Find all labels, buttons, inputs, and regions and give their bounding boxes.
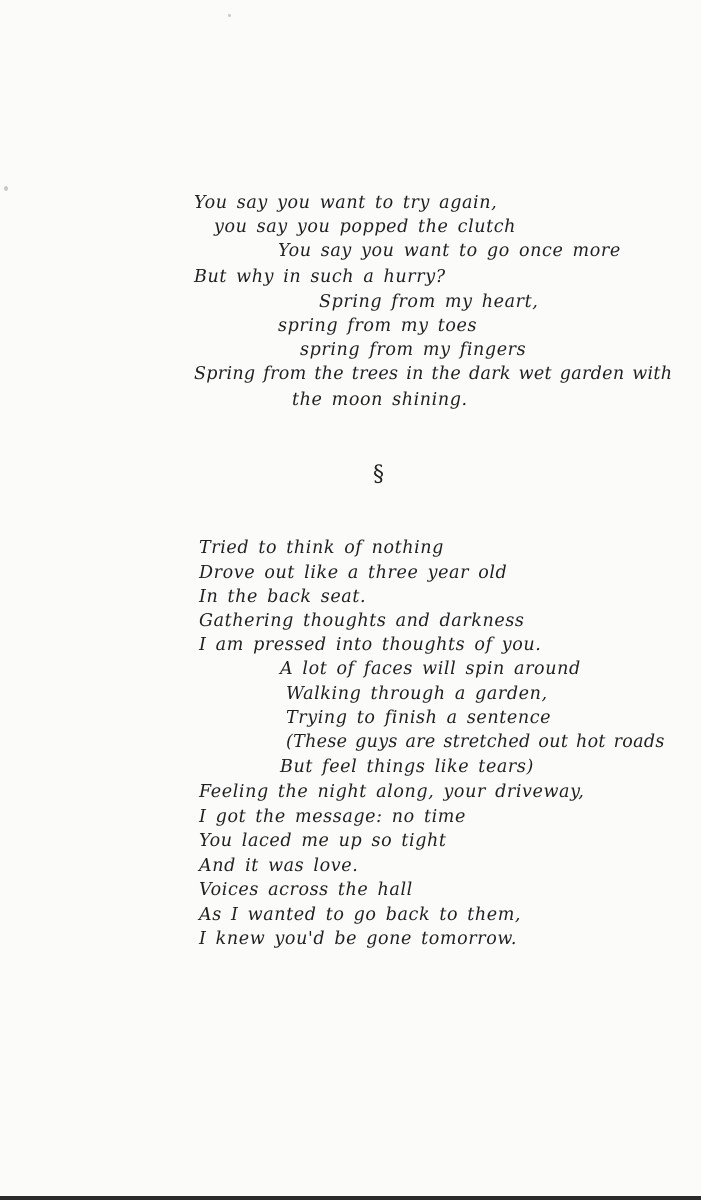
poem-2-line: I am pressed into thoughts of you.: [199, 635, 542, 655]
poem-2-line: I got the message: no time: [199, 807, 466, 827]
poem-2-line: And it was love.: [199, 856, 359, 876]
poem-1-line: you say you popped the clutch: [214, 217, 517, 237]
poem-2-line: But feel things like tears): [280, 757, 534, 777]
poem-2-line: In the back seat.: [199, 587, 367, 607]
poem-1-line: Spring from my heart,: [319, 292, 539, 312]
poem-2-line: You laced me up so tight: [199, 831, 447, 851]
poem-2-line: Gathering thoughts and darkness: [199, 611, 525, 631]
poem-2-line: (These guys are stretched out hot roads: [286, 732, 665, 752]
section-mark: §: [373, 462, 384, 487]
paper-speck: [228, 14, 231, 17]
poem-1-line: the moon shining.: [292, 390, 468, 410]
poem-2-line: As I wanted to go back to them,: [199, 905, 522, 925]
poem-2-line: Voices across the hall: [199, 880, 413, 900]
poem-2-line: Feeling the night along, your driveway,: [199, 782, 585, 802]
poem-1-line: You say you want to try again,: [194, 193, 498, 213]
poem-2-line: I knew you'd be gone tomorrow.: [199, 929, 517, 949]
poem-1-line: You say you want to go once more: [278, 241, 621, 261]
poem-2-line: Walking through a garden,: [286, 684, 548, 704]
page-bottom-edge: [0, 1196, 701, 1200]
poem-2-line: Tried to think of nothing: [199, 538, 444, 558]
poem-1-line: But why in such a hurry?: [194, 267, 446, 287]
poem-2-line: Drove out like a three year old: [199, 563, 508, 583]
poem-2-line: Trying to finish a sentence: [286, 708, 552, 728]
poem-1-line: Spring from the trees in the dark wet garden with: [194, 364, 673, 384]
poem-1-line: spring from my toes: [278, 316, 478, 336]
poem-1-line: spring from my fingers: [300, 340, 527, 360]
paper-speck: [4, 186, 8, 191]
poem-2-line: A lot of faces will spin around: [280, 659, 581, 679]
